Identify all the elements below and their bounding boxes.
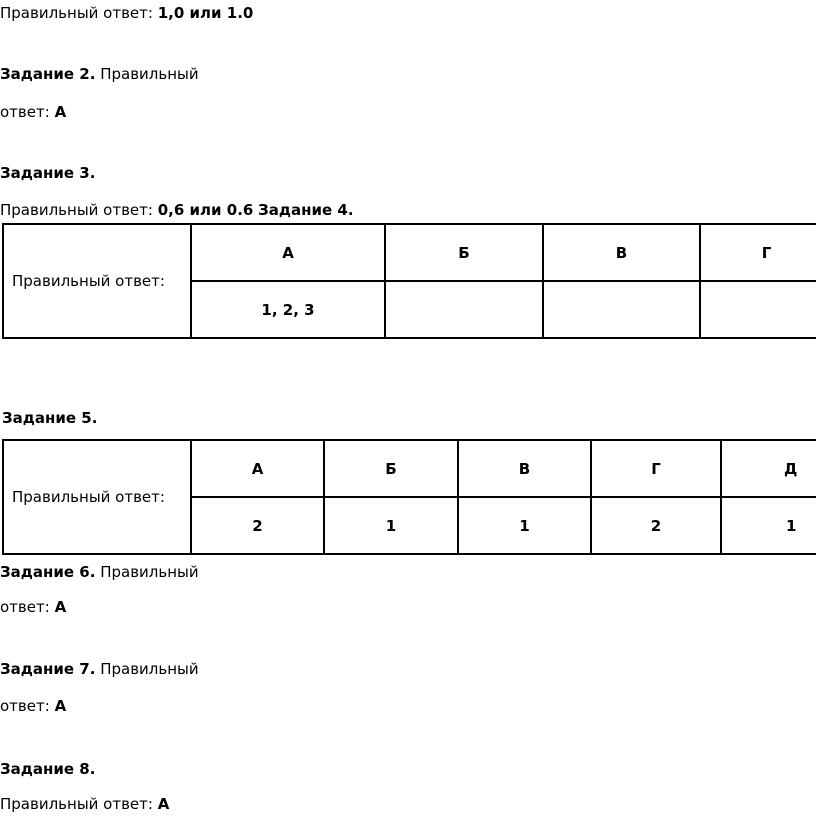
answer-prefix: Правильный ответ:: [0, 201, 153, 219]
answer-value: А: [54, 598, 67, 616]
answer-value: А: [54, 697, 67, 715]
task6-title: Задание 6.: [0, 563, 96, 581]
task3-answer-line: [0, 200, 354, 220]
table-row-label: Правильный ответ:: [3, 440, 191, 554]
column-header: Д: [721, 440, 816, 497]
task3-title: Задание 3.: [0, 164, 96, 182]
answer-cell: [700, 281, 816, 338]
answer-value: 1,0 или 1.0: [157, 4, 254, 22]
column-header: А: [191, 224, 385, 281]
task7-title: Задание 7.: [0, 660, 96, 678]
task2-answer-line: [0, 102, 66, 122]
task4-answer-table: [2, 223, 816, 339]
task3-heading-line: [0, 163, 95, 183]
column-header: В: [543, 224, 700, 281]
column-header: А: [191, 440, 324, 497]
answer-cell: 2: [591, 497, 721, 554]
answer-prefix: ответ:: [0, 103, 50, 121]
answer-prefix: ответ:: [0, 697, 50, 715]
task2-heading-line: [0, 64, 199, 84]
column-header: Г: [591, 440, 721, 497]
answer-cell: 1: [721, 497, 816, 554]
task1-answer-line: [0, 3, 253, 23]
column-header: Б: [324, 440, 458, 497]
answer-cell: [543, 281, 700, 338]
task8-heading-line: [0, 759, 95, 779]
column-header: Г: [700, 224, 816, 281]
answer-cell: 1, 2, 3: [191, 281, 385, 338]
answer-cell: 1: [324, 497, 458, 554]
task5-heading-line: [2, 408, 97, 428]
answer-value: 0,6 или 0.6: [157, 201, 254, 219]
task6-text: Правильный: [100, 563, 199, 581]
table-row-label: Правильный ответ:: [3, 224, 191, 338]
task4-title: Задание 4.: [258, 201, 354, 219]
answer-prefix: ответ:: [0, 598, 50, 616]
answer-cell: 1: [458, 497, 591, 554]
task7-answer-line: [0, 696, 66, 716]
task6-answer-line: [0, 597, 66, 617]
answer-value: А: [157, 795, 170, 813]
task5-title: Задание 5.: [2, 409, 98, 427]
answer-prefix: Правильный ответ:: [0, 795, 153, 813]
task2-text: Правильный: [100, 65, 199, 83]
task2-title: Задание 2.: [0, 65, 96, 83]
task8-answer-line: [0, 794, 169, 814]
column-header: В: [458, 440, 591, 497]
answer-value: А: [54, 103, 67, 121]
task6-heading-line: [0, 562, 199, 582]
task7-text: Правильный: [100, 660, 199, 678]
answer-prefix: Правильный ответ:: [0, 4, 153, 22]
task5-answer-table: [2, 439, 816, 555]
task8-title: Задание 8.: [0, 760, 96, 778]
answer-cell: [385, 281, 543, 338]
answer-cell: 2: [191, 497, 324, 554]
task7-heading-line: [0, 659, 199, 679]
column-header: Б: [385, 224, 543, 281]
